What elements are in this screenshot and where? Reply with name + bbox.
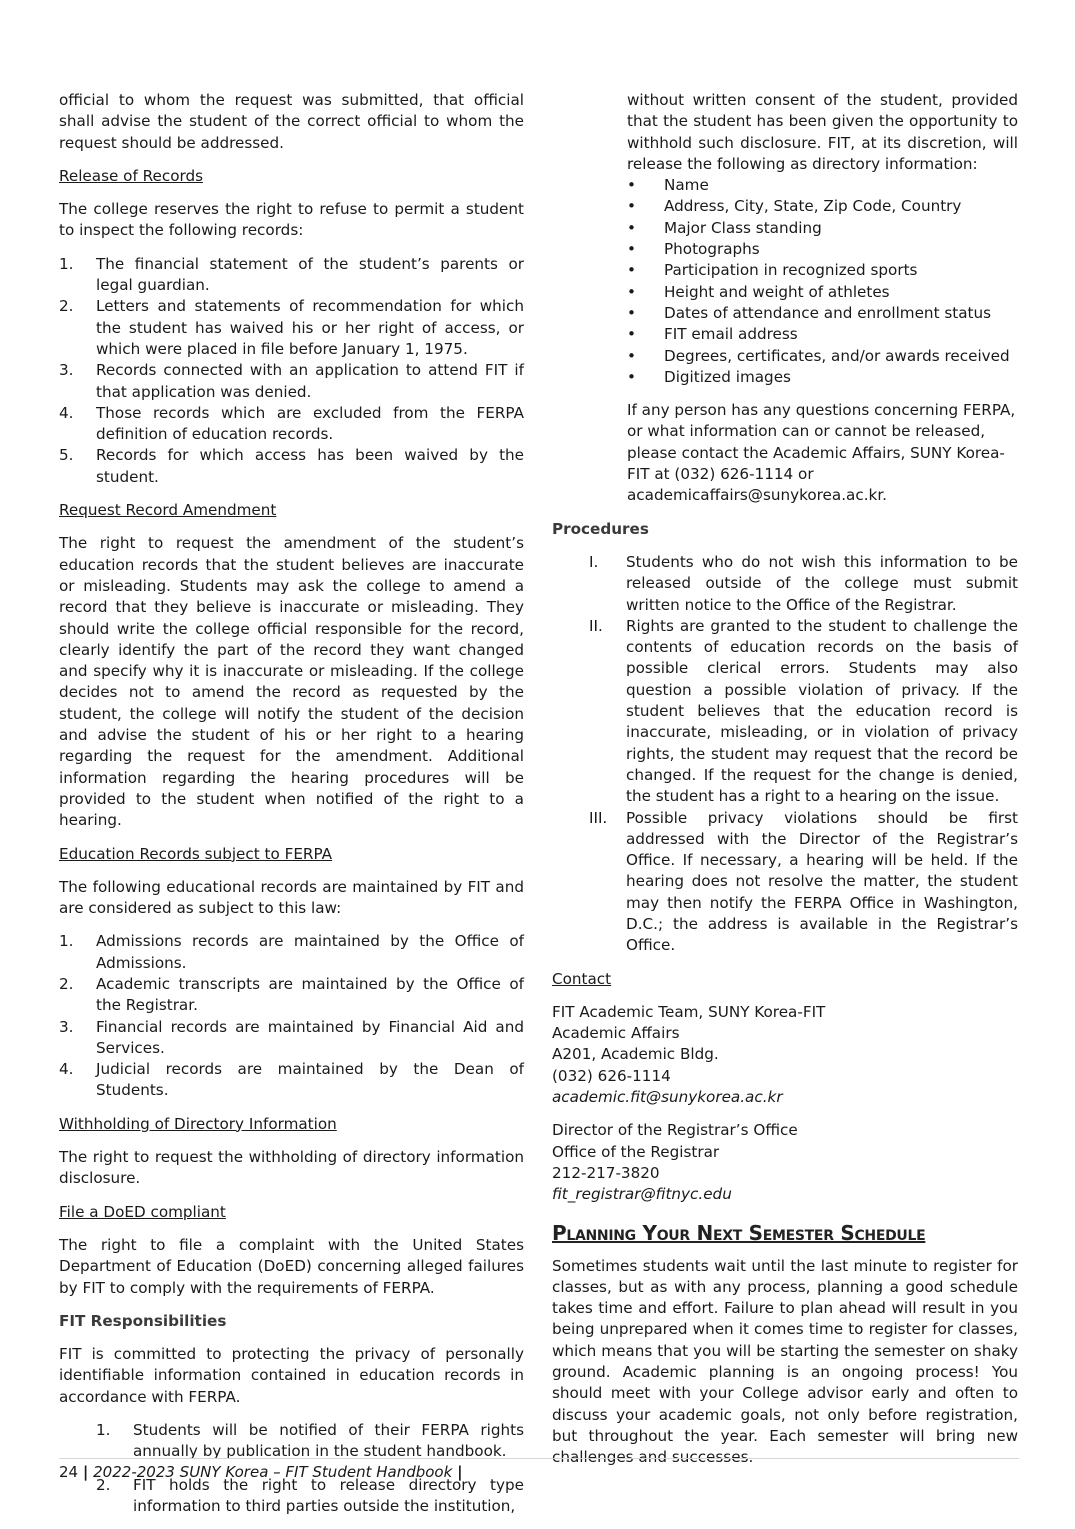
planning-text: Sometimes students wait until the last minute to register for classes, but as with any process, planning a good schedule takes time and effort. Failure to plan ahead will result in you being unprepared when it comes time to register for classes, which means that you will be starting the semester on shaky ground. Academic planning is an ongoing process! You should meet with your College advisor early and often to discuss your academic goals, not only before registration, but throughout the year. Each semester will bring new challenges and successes. [552,1256,1018,1467]
questions-paragraph: If any person has any questions concerning FERPA, or what information can or cannot be released, please contact the Academic Affairs, SUNY Korea-FIT at (032) 626-1114 or academicaffairs@sunykorea.ac.kr. [627,401,1016,505]
doed-heading: File a DoED compliant [59,1202,226,1221]
directory-block [552,90,1018,175]
footer-separator: | [457,1463,463,1481]
amendment-heading: Request Record Amendment [59,501,277,520]
list-item: • Participation in recognized sports [627,261,918,280]
left-column [59,90,524,1529]
education-heading: Education Records subject to FERPA [59,844,333,863]
list-item: 4. Judicial records are maintained by the Dean of Students. [59,1060,524,1100]
withholding-text: The right to request the withholding of directory information disclosure. [59,1148,524,1188]
list-item: • Height and weight of athletes [627,282,890,301]
page-number: 24 [59,1463,79,1481]
footer-divider [59,1458,1019,1459]
list-item: I. Students who do not wish this information to be released outside of the college must submit written notice to the Office of the Registrar. [589,552,1018,614]
planning-title: Planning Your Next Semester Schedule [552,1220,926,1245]
list-item: • Name [627,176,709,195]
list-item: • Degrees, certificates, and/or awards received [627,346,1010,365]
continuation-paragraph: without written consent of the student, provided that the student has been given the opportunity to withhold such disclosure. FIT, at its discretion, will release the following as directory information: [627,91,1018,173]
intro-paragraph: official to whom the request was submitted, that official shall advise the student of the correct official to whom the request should be addressed. [59,91,524,152]
list-item: 1. Students will be notified of their FERPA rights annually by publication in the student handbook. [96,1421,524,1461]
list-item: 1. Admissions records are maintained by the Office of Admissions. [59,932,524,972]
education-text: The following educational records are maintained by FIT and are considered as subject to this law: [59,877,524,918]
list-item: • Photographs [627,240,760,259]
list-item: 1. The financial statement of the student’s parents or legal guardian. [59,254,524,295]
withholding-heading: Withholding of Directory Information [59,1114,337,1133]
education-list [59,931,524,1101]
list-item: 2. Letters and statements of recommendation for which the student has waived his or her right of access, or which were placed in file before January 1, 1975. [59,297,524,358]
footer-separator: | [82,1463,89,1481]
list-item: • Major Class standing [627,218,822,237]
list-item: 4. Those records which are excluded from the FERPA definition of education records. [59,403,524,444]
responsibilities-heading: FIT Responsibilities [59,1311,227,1330]
procedures-list [589,552,1018,957]
registrar-email-link[interactable]: fit_registrar@fitnyc.edu [552,1185,732,1204]
amendment-text: The right to request the amendment of the student’s education records that the student believes are inaccurate or misleading. Students may ask the college to amend a record that they believe is inaccurate or misleading. They should write the college official responsible for the record, clearly identify the part of the record they want changed and specify why it is inaccurate or misleading. If the college decides not to amend the record as requested by the student, the college will notify the student of the decision and advise the student of his or her right to a hearing regarding the request for the amendment. Additional information regarding the hearing procedures will be provided to the student when notified of the right to a hearing. [59,534,524,830]
contact-heading: Contact [552,969,612,988]
list-item: 2. Academic transcripts are maintained by the Office of the Registrar. [59,974,524,1015]
responsibilities-text: FIT is committed to protecting the privacy of personally identifiable information contained in education records in accordance with FERPA. [59,1345,524,1406]
academic-email-link[interactable]: academic.fit@sunykorea.ac.kr [552,1088,783,1107]
list-item: • Digitized images [627,367,791,386]
list-item: • FIT email address [627,325,798,344]
list-item: • Dates of attendance and enrollment status [627,303,992,322]
list-item: III. Possible privacy violations should be first addressed with the Director of the Registrar’s Office. If necessary, a hearing will be held. If the hearing does not resolve the matter, the student may then notify the FERPA Office in Washington, D.C.; the address is available in the Registrar’s Office. [589,808,1018,955]
list-item: 3. Records connected with an application to attend FIT if that application was denied. [59,361,524,401]
release-heading: Release of Records [59,166,204,185]
contact-block [552,1002,1018,1206]
release-text: The college reserves the right to refuse to permit a student to inspect the following records: [59,200,524,240]
list-item: 5. Records for which access has been waived by the student. [59,446,524,486]
directory-list [627,175,1018,388]
contact-academic: FIT Academic Team, SUNY Korea-FIT Academic Affairs A201, Academic Bldg. (032) 626-1114 academic.fit@sunykorea.ac.kr [552,1002,826,1107]
list-item: • Address, City, State, Zip Code, Country [627,197,962,216]
procedures-heading: Procedures [552,519,649,538]
contact-registrar: Director of the Registrar’s Office Office of the Registrar 212-217-3820 fit_registrar@fitnyc.edu [552,1121,798,1204]
list-item: 3. Financial records are maintained by Financial Aid and Services. [59,1017,524,1057]
footer-title: 2022-2023 SUNY Korea – FIT Student Handbook [93,1463,453,1481]
doed-text: The right to file a complaint with the United States Department of Education (DoED) concerning alleged failures by FIT to comply with the requirements of FERPA. [59,1235,524,1297]
page-footer [59,1462,463,1482]
list-item: II. Rights are granted to the student to challenge the contents of education records on the basis of possible clerical errors. Students may also question a possible violation of privacy. If the student believes that the education record is inaccurate, misleading, or in violation of privacy rights, the student may request that the record be changed. If the request for the change is denied, the student has a right to a hearing on the issue. [589,616,1018,806]
list-item: 2. FIT holds the right to release directory type information to third parties outside the institution, [96,1475,524,1515]
release-list [59,254,524,488]
right-column [552,90,1018,1481]
